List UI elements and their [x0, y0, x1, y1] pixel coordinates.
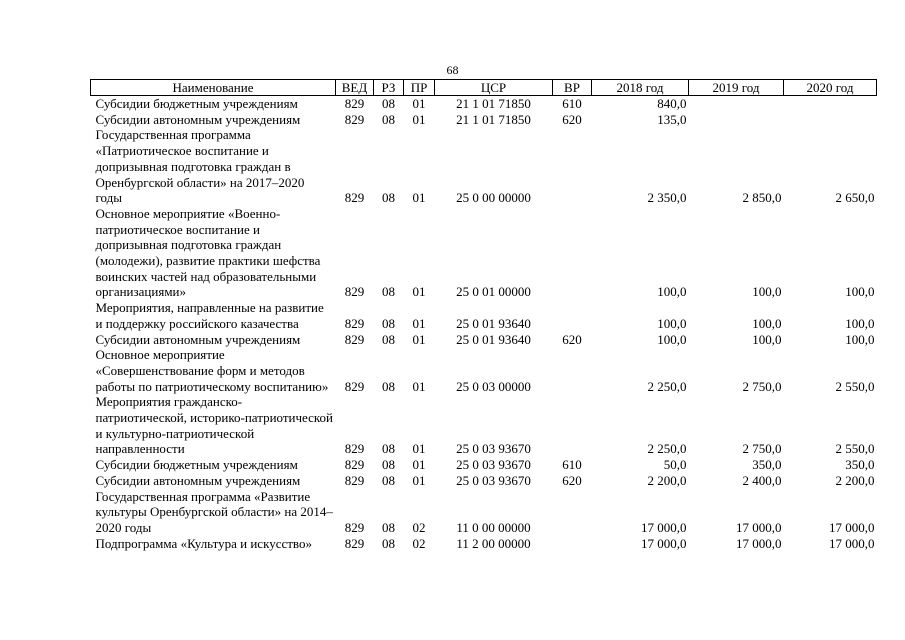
- cell-pr: 01: [412, 441, 426, 457]
- cell-value-2019: [689, 112, 784, 128]
- col-header-name: Наименование: [91, 80, 336, 96]
- cell-value-2019: 100,0: [752, 331, 782, 347]
- cell-csr: 21 1 01 71850: [456, 111, 531, 127]
- table-row: [91, 96, 877, 112]
- cell-value-2020: 2 650,0: [835, 190, 875, 206]
- col-header-vr: ВР: [553, 80, 592, 96]
- cell-value-2018: 100,0: [657, 315, 687, 331]
- table-row: [91, 206, 877, 300]
- cell-value-2018: 2 250,0: [647, 378, 687, 394]
- cell-value-2020: 2 550,0: [835, 441, 875, 457]
- cell-value-2018: 100,0: [657, 331, 687, 347]
- cell-value-2018: 50,0: [663, 457, 687, 473]
- cell-name: Подпрограмма «Культура и искусство»: [95, 535, 312, 551]
- cell-vr: [553, 347, 592, 394]
- cell-value-2019: 17 000,0: [736, 535, 782, 551]
- cell-rz: 08: [382, 378, 395, 394]
- cell-vr: [553, 300, 592, 331]
- cell-value-2020: [784, 112, 877, 128]
- cell-rz: 08: [382, 331, 395, 347]
- cell-ved: 829: [344, 472, 365, 488]
- table-row: [91, 536, 877, 552]
- cell-name: Основное мероприятие «Совершенствование форм и методов работы по патриотическому воспитанию»: [95, 347, 329, 394]
- cell-ved: 829: [344, 441, 365, 457]
- cell-name: Государственная программа «Патриотическое воспитание и допризывная подготовка граждан в Оренбургской области» на 2017–2020 годы: [95, 127, 305, 206]
- cell-name: Мероприятия, направленные на развитие и поддержку российского казачества: [95, 300, 324, 331]
- col-header-2018: 2018 год: [592, 80, 689, 96]
- cell-value-2018: 2 200,0: [647, 472, 687, 488]
- cell-ved: 829: [344, 331, 365, 347]
- cell-name: Субсидии бюджетным учреждениям: [95, 457, 298, 473]
- col-header-2020: 2020 год: [784, 80, 877, 96]
- table-row: [91, 489, 877, 536]
- cell-vr: 620: [562, 331, 582, 347]
- cell-value-2020: 2 200,0: [835, 472, 875, 488]
- cell-vr: [553, 206, 592, 300]
- budget-table: [90, 79, 877, 551]
- cell-value-2019: 2 750,0: [742, 378, 782, 394]
- cell-csr: 21 1 01 71850: [456, 96, 531, 111]
- cell-csr: 11 0 00 00000: [456, 519, 531, 535]
- table-row: [91, 127, 877, 206]
- cell-rz: 08: [382, 96, 395, 111]
- col-header-2019: 2019 год: [689, 80, 784, 96]
- table-row: [91, 457, 877, 473]
- cell-vr: 610: [562, 457, 582, 473]
- cell-vr: 620: [562, 472, 582, 488]
- cell-vr: [553, 489, 592, 536]
- cell-ved: 829: [344, 284, 365, 300]
- col-header-pr: ПР: [404, 80, 435, 96]
- cell-rz: 08: [382, 111, 395, 127]
- cell-ved: 829: [344, 315, 365, 331]
- table-row: [91, 347, 877, 394]
- col-header-csr: ЦСР: [435, 80, 553, 96]
- cell-csr: 25 0 00 00000: [456, 190, 531, 206]
- cell-vr: 620: [562, 111, 582, 127]
- cell-value-2019: 100,0: [752, 284, 782, 300]
- cell-value-2018: 135,0: [657, 111, 687, 127]
- cell-csr: 25 0 03 93670: [456, 441, 531, 457]
- cell-vr: [553, 127, 592, 206]
- cell-ved: 829: [344, 378, 365, 394]
- cell-pr: 01: [412, 315, 426, 331]
- cell-value-2020: 100,0: [845, 284, 875, 300]
- cell-ved: 829: [344, 190, 365, 206]
- cell-rz: 08: [382, 472, 395, 488]
- cell-name: Субсидии автономным учреждениям: [95, 111, 301, 127]
- cell-value-2019: [689, 96, 784, 112]
- cell-value-2019: 2 400,0: [742, 472, 782, 488]
- cell-pr: 01: [412, 111, 426, 127]
- table-row: [91, 300, 877, 331]
- cell-value-2018: 2 250,0: [647, 441, 687, 457]
- cell-value-2018: 17 000,0: [641, 519, 687, 535]
- cell-ved: 829: [344, 457, 365, 473]
- table-row: [91, 473, 877, 489]
- cell-rz: 08: [382, 315, 395, 331]
- cell-pr: 01: [412, 96, 426, 111]
- table-row: [91, 394, 877, 457]
- cell-vr: [553, 536, 592, 552]
- cell-csr: 25 0 03 93670: [456, 472, 531, 488]
- cell-rz: 08: [382, 519, 395, 535]
- cell-csr: 25 0 01 93640: [456, 331, 531, 347]
- cell-rz: 08: [382, 441, 395, 457]
- cell-csr: 25 0 01 00000: [456, 284, 531, 300]
- cell-name: Мероприятия гражданско-патриотической, историко-патриотической и культурно-патриотической направленности: [95, 394, 334, 457]
- table-row: [91, 332, 877, 348]
- cell-name: Субсидии бюджетным учреждениям: [95, 96, 298, 111]
- col-header-ved: ВЕД: [336, 80, 374, 96]
- cell-vr: 610: [562, 96, 582, 111]
- cell-pr: 02: [412, 535, 426, 551]
- cell-ved: 829: [344, 111, 365, 127]
- cell-vr: [553, 394, 592, 457]
- cell-value-2019: 17 000,0: [736, 519, 782, 535]
- cell-pr: 02: [412, 519, 426, 535]
- cell-value-2020: [784, 96, 877, 112]
- cell-value-2018: 840,0: [657, 96, 687, 111]
- col-header-rz: РЗ: [374, 80, 404, 96]
- cell-pr: 01: [412, 472, 426, 488]
- cell-pr: 01: [412, 190, 426, 206]
- cell-value-2018: 2 350,0: [647, 190, 687, 206]
- cell-ved: 829: [344, 519, 365, 535]
- cell-value-2019: 2 850,0: [742, 190, 782, 206]
- cell-ved: 829: [344, 96, 365, 111]
- cell-value-2019: 2 750,0: [742, 441, 782, 457]
- cell-name: Субсидии автономным учреждениям: [95, 472, 301, 488]
- cell-csr: 25 0 03 93670: [456, 457, 531, 473]
- cell-rz: 08: [382, 535, 395, 551]
- cell-csr: 11 2 00 00000: [456, 535, 531, 551]
- cell-rz: 08: [382, 190, 395, 206]
- table-row: [91, 112, 877, 128]
- cell-rz: 08: [382, 457, 395, 473]
- cell-name: Основное мероприятие «Военно-патриотическое воспитание и допризывная подготовка граждан (молодежи), развитие практики шефства воинских частей над образовательными организациями»: [95, 205, 321, 300]
- cell-pr: 01: [412, 284, 426, 300]
- cell-name: Государственная программа «Развитие культуры Оренбургской области» на 2014–2020 годы: [95, 488, 333, 535]
- table-header-row: [91, 80, 877, 96]
- cell-name: Субсидии автономным учреждениям: [95, 331, 301, 347]
- cell-value-2020: 2 550,0: [835, 378, 875, 394]
- cell-value-2018: 100,0: [657, 284, 687, 300]
- cell-pr: 01: [412, 457, 426, 473]
- page-number: 68: [446, 63, 459, 77]
- cell-value-2019: 100,0: [752, 315, 782, 331]
- cell-pr: 01: [412, 378, 426, 394]
- cell-value-2020: 100,0: [845, 315, 875, 331]
- cell-pr: 01: [412, 331, 426, 347]
- cell-value-2020: 100,0: [845, 331, 875, 347]
- cell-value-2020: 17 000,0: [829, 519, 875, 535]
- cell-value-2020: 17 000,0: [829, 535, 875, 551]
- cell-value-2020: 350,0: [845, 457, 875, 473]
- cell-csr: 25 0 01 93640: [456, 315, 531, 331]
- cell-rz: 08: [382, 284, 395, 300]
- cell-ved: 829: [344, 535, 365, 551]
- cell-value-2019: 350,0: [752, 457, 782, 473]
- cell-value-2018: 17 000,0: [641, 535, 687, 551]
- cell-csr: 25 0 03 00000: [456, 378, 531, 394]
